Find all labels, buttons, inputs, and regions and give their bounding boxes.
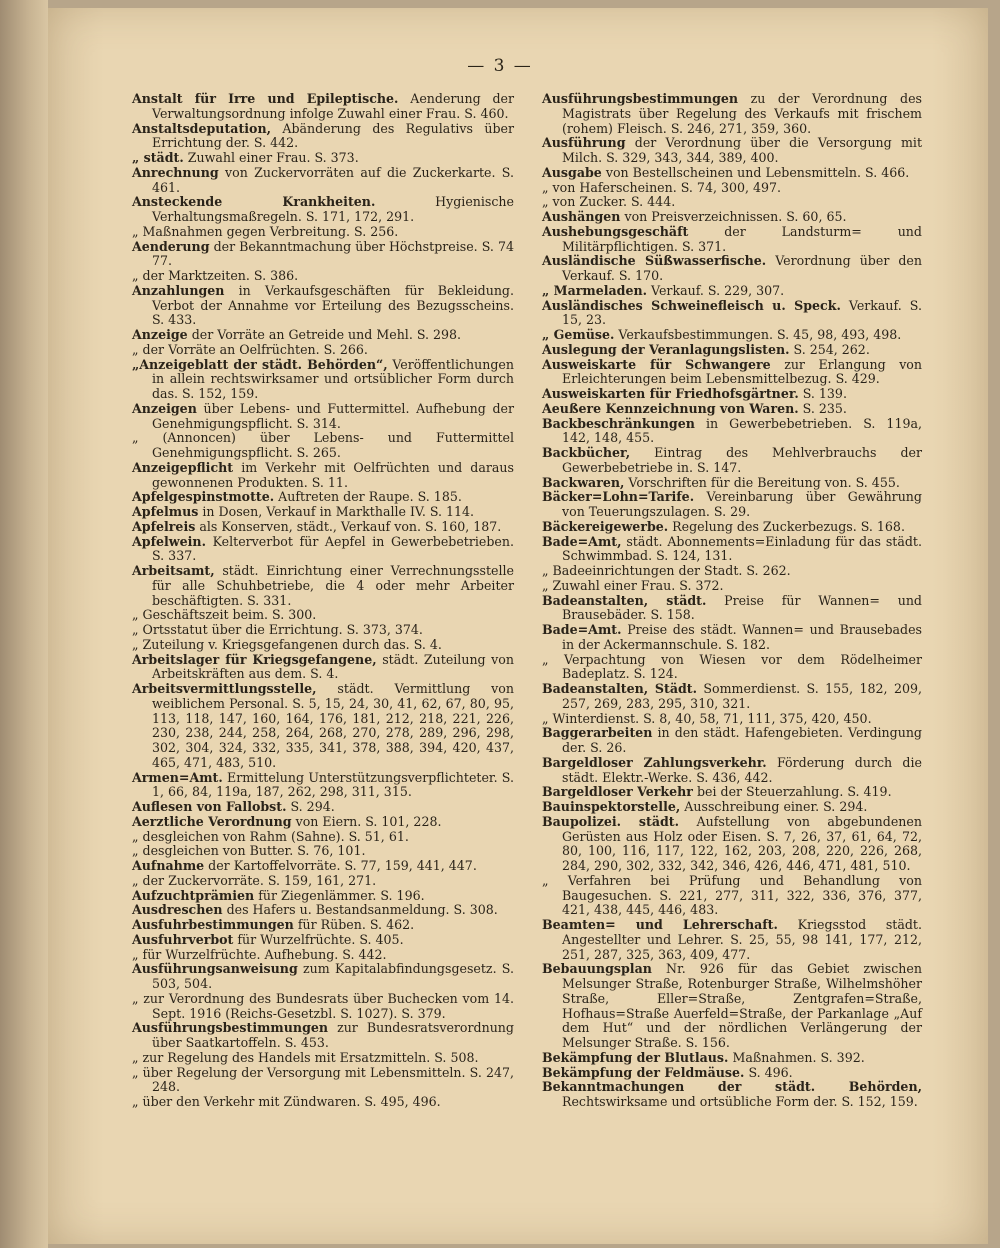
- index-entry: [542, 299, 922, 329]
- index-entry: [542, 92, 922, 136]
- entry-heading: Baupolizei. städt.: [542, 813, 679, 829]
- entry-text: Rechtswirksame und ortsübliche Form der. S. 152, 159.: [562, 1094, 918, 1109]
- entry-text: Preise des städt. Wannen= und Brausebades in der Ackermannschule. S. 182.: [562, 622, 922, 652]
- index-entry: [132, 874, 514, 889]
- entry-heading: Auflesen von Fallobst.: [132, 799, 287, 814]
- entry-text: S. 496.: [748, 1064, 793, 1080]
- entry-text: des Hafers u. Bestandsanmeldung. S. 308.: [226, 902, 498, 918]
- index-entry: [132, 402, 514, 432]
- index-entry: [132, 800, 514, 815]
- index-entry: [132, 815, 514, 830]
- entry-text: Hygienische Verhaltungsmaßregeln. S. 171, 172, 291.: [152, 194, 514, 224]
- entry-text: Verkauf. S. 229, 307.: [651, 282, 785, 298]
- entry-heading: Baggerarbeiten: [542, 725, 653, 741]
- index-entry: [132, 623, 514, 638]
- entry-heading: Apfelwein.: [132, 533, 206, 549]
- entry-heading: Ausführungsbestimmungen: [542, 91, 739, 106]
- entry-text: Veröffentlichungen in allein rechtswirksamer und ortsüblicher Form durch das. S. 152, 159.: [152, 356, 514, 401]
- entry-text: Regelung des Zuckerbezugs. S. 168.: [672, 518, 905, 534]
- entry-heading: Arbeitsamt,: [132, 563, 215, 578]
- index-entry: [132, 682, 514, 771]
- entry-text: Verordnung über den Verkauf. S. 170.: [562, 253, 922, 283]
- entry-heading: „ städt.: [132, 150, 184, 165]
- entry-text: „ Geschäftszeit beim. S. 300.: [132, 607, 317, 623]
- entry-text: der Landsturm= und Militärpflichtigen. S. 371.: [562, 223, 922, 254]
- index-entry: [542, 166, 922, 181]
- entry-text: „ zur Regelung des Handels mit Ersatzmitteln. S. 508.: [132, 1049, 479, 1065]
- index-entry: [542, 756, 922, 786]
- index-entry: [542, 682, 922, 712]
- entry-heading: Anstaltsdeputation,: [132, 120, 271, 136]
- entry-text: im Verkehr mit Oelfrüchten und daraus gewonnenen Produkten. S. 11.: [152, 459, 514, 490]
- entry-text: städt. Vermittlung von weiblichem Personal. S. 5, 15, 24, 30, 41, 62, 67, 80, 95, 113, 118, 147, 160, 164, 176, 181, 212, 218, 221, 226, 230, 238, 244, 258, 264, 268, 270, 278, 289, 296, 298, 302, 304, 324, 332, 335, 341, 378, 388, 394, 420, 437, 465, 471, 483, 510.: [152, 681, 514, 770]
- entry-text: zur Erlangung von Erleichterungen beim Lebensmittelbezug. S. 429.: [562, 356, 922, 387]
- entry-heading: „ Marmeladen.: [542, 282, 648, 298]
- entry-text: „ der Vorräte an Oelfrüchten. S. 266.: [132, 341, 368, 357]
- index-entry: [132, 889, 514, 904]
- entry-heading: Beamten= und Lehrerschaft.: [542, 917, 778, 932]
- entry-heading: Bäcker=Lohn=Tarife.: [542, 489, 695, 505]
- entry-text: „ desgleichen von Rahm (Sahne). S. 51, 61.: [132, 828, 409, 844]
- entry-heading: Aeußere Kennzeichnung von Waren.: [542, 400, 799, 416]
- index-entry: [542, 254, 922, 284]
- index-entry: [132, 830, 514, 845]
- entry-text: „ zur Verordnung des Bundesrats über Buchecken vom 14. Sept. 1916 (Reichs-Gesetzbl. S. 1027). S. 379.: [132, 990, 514, 1021]
- entry-heading: Backbücher,: [542, 445, 631, 460]
- entry-heading: Bebauungsplan: [542, 961, 652, 977]
- index-entry: [542, 785, 922, 800]
- entry-text: „ Verfahren bei Prüfung und Behandlung von Baugesuchen. S. 221, 277, 311, 322, 336, 376, 377, 421, 438, 445, 446, 483.: [542, 872, 922, 918]
- index-entry: [542, 815, 922, 874]
- index-entry: [132, 284, 514, 328]
- entry-heading: Badeanstalten, städt.: [542, 592, 707, 608]
- entry-text: „ der Zuckervorräte. S. 159, 161, 271.: [132, 872, 377, 888]
- entry-text: von Bestellscheinen und Lebensmitteln. S. 466.: [605, 164, 910, 180]
- index-entry: [132, 1066, 514, 1096]
- entry-text: Eintrag des Mehlverbrauchs der Gewerbebetriebe in. S. 147.: [562, 445, 922, 475]
- entry-text: „ über Regelung der Versorgung mit Lebensmitteln. S. 247, 248.: [132, 1064, 514, 1095]
- entry-text: Abänderung des Regulativs über Errichtung der. S. 442.: [152, 120, 514, 151]
- index-entry: [132, 1095, 514, 1110]
- entry-text: Kriegsstod städt. Angestellter und Lehrer. S. 25, 55, 98 141, 177, 212, 251, 287, 325, 363, 409, 477.: [562, 917, 922, 962]
- index-entry: [542, 520, 922, 535]
- index-entry: [542, 874, 922, 918]
- index-entry: [542, 210, 922, 225]
- entry-text: „ Zuwahl einer Frau. S. 372.: [542, 577, 724, 593]
- entry-heading: Armen=Amt.: [132, 769, 223, 785]
- entry-text: Vorschriften für die Bereitung von. S. 455.: [628, 474, 900, 490]
- index-entry: [542, 328, 922, 343]
- entry-text: von Preisverzeichnissen. S. 60, 65.: [624, 209, 847, 224]
- index-entry: [132, 771, 514, 801]
- index-entry: [542, 800, 922, 815]
- entry-text: städt. Einrichtung einer Verrechnungsstelle für alle Schuhbetriebe, die 4 oder mehr Arbeiter beschäftigten. S. 331.: [152, 563, 514, 608]
- entry-heading: Aushebungsgeschäft: [542, 223, 689, 239]
- entry-text: „ der Marktzeiten. S. 386.: [132, 268, 299, 283]
- entry-text: für Ziegenlämmer. S. 196.: [258, 887, 425, 903]
- entry-heading: Bekämpfung der Blutlaus.: [542, 1049, 729, 1065]
- entry-text: Preise für Wannen= und Brausebäder. S. 158.: [562, 592, 922, 623]
- entry-text: S. 139.: [802, 386, 847, 401]
- index-entry: [542, 535, 922, 565]
- index-entry: [542, 387, 922, 402]
- entry-text: S. 235.: [802, 400, 847, 416]
- index-entry: [132, 903, 514, 918]
- entry-text: Aufstellung von abgebundenen Gerüsten aus Holz oder Eisen. S. 7, 26, 37, 61, 64, 72, 80, 100, 116, 117, 122, 162, 203, 208, 220, 226, 268, 284, 290, 302, 332, 342, 346, 426, 446, 471, 481, 510.: [562, 813, 922, 873]
- index-entry: [542, 712, 922, 727]
- index-entry: [542, 136, 922, 166]
- entry-text: Sommerdienst. S. 155, 182, 209, 257, 269, 283, 295, 310, 321.: [562, 681, 922, 711]
- entry-heading: Bekanntmachungen der städt. Behörden,: [542, 1079, 922, 1095]
- index-entry: [132, 962, 514, 992]
- entry-text: in den städt. Hafengebieten. Verdingung der. S. 26.: [562, 725, 922, 755]
- entry-text: Nr. 926 für das Gebiet zwischen Melsunger Straße, Rotenburger Straße, Wilhelmshöher Straße, Eller=Straße, Zentgrafen=Straße, Hofhaus=Straße Auerfeld=Straße, der Parkanlage „Auf dem Hut“ und der nördlichen Verlängerung der Melsunger Straße. S. 156.: [562, 961, 922, 1050]
- entry-heading: Ausländisches Schweinefleisch u. Speck.: [542, 297, 841, 313]
- entry-heading: Bargeldloser Verkehr: [542, 784, 693, 800]
- entry-heading: Anzeigen: [132, 400, 197, 416]
- entry-heading: Ausländische Süßwasserfische.: [542, 253, 767, 269]
- entry-heading: Anzeige: [132, 327, 188, 342]
- entry-heading: Apfelmus: [132, 504, 199, 519]
- index-entry: [132, 992, 514, 1022]
- index-entry: [542, 490, 922, 520]
- entry-heading: Aushängen: [542, 209, 621, 224]
- index-entry: [542, 594, 922, 624]
- index-entry: [132, 225, 514, 240]
- index-entry: [132, 490, 514, 505]
- index-entry: [542, 1080, 922, 1110]
- entry-heading: Aufzuchtprämien: [132, 887, 255, 903]
- index-entry: [542, 343, 922, 358]
- index-entry: [132, 122, 514, 152]
- entry-heading: Ausführung: [542, 135, 626, 151]
- index-entry: [132, 608, 514, 623]
- entry-text: „ über den Verkehr mit Zündwaren. S. 495, 496.: [132, 1094, 441, 1109]
- entry-heading: Bäckereigewerbe.: [542, 518, 669, 534]
- index-entry: [132, 431, 514, 461]
- entry-text: Zuwahl einer Frau. S. 373.: [187, 150, 359, 165]
- index-entry: [542, 564, 922, 579]
- index-entry: [132, 1051, 514, 1066]
- index-entry: [132, 461, 514, 491]
- entry-heading: Backwaren,: [542, 474, 625, 490]
- index-entry: [542, 284, 922, 299]
- entry-text: S. 254, 262.: [793, 341, 870, 357]
- entry-heading: Apfelreis: [132, 518, 196, 534]
- index-entry: [132, 918, 514, 933]
- index-entry: [542, 358, 922, 388]
- entry-heading: Ausgabe: [542, 164, 602, 180]
- index-entry: [132, 948, 514, 963]
- entry-heading: Bargeldloser Zahlungsverkehr.: [542, 754, 767, 770]
- entry-heading: Ansteckende Krankheiten.: [132, 194, 376, 210]
- index-entry: [542, 653, 922, 683]
- index-entry: [132, 1021, 514, 1051]
- index-entry: [542, 181, 922, 196]
- entry-heading: Anzahlungen: [132, 282, 225, 298]
- entry-heading: Ausweiskarten für Friedhofsgärtner.: [542, 386, 799, 401]
- index-entry: [542, 402, 922, 417]
- entry-text: „ von Zucker. S. 444.: [542, 194, 676, 210]
- entry-heading: Aufnahme: [132, 858, 205, 873]
- entry-heading: Anrechnung: [132, 164, 219, 180]
- entry-heading: Apfelgespinstmotte.: [132, 489, 275, 505]
- index-entry: [132, 653, 514, 683]
- entry-text: der Kartoffelvorräte. S. 77, 159, 441, 447.: [208, 858, 477, 873]
- entry-text: als Konserven, städt., Verkauf von. S. 160, 187.: [199, 518, 502, 534]
- entry-text: zur Bundesratsverordnung über Saatkartoffeln. S. 453.: [152, 1020, 514, 1050]
- index-entry: [132, 859, 514, 874]
- entry-text: „ Verpachtung von Wiesen vor dem Rödelheimer Badeplatz. S. 124.: [542, 651, 922, 682]
- entry-heading: Ausfuhrverbot: [132, 931, 234, 947]
- entry-text: „ Zuteilung v. Kriegsgefangenen durch das. S. 4.: [132, 636, 442, 652]
- index-entry: [542, 225, 922, 255]
- entry-heading: Arbeitslager für Kriegsgefangene,: [132, 651, 377, 667]
- index-entry: [542, 195, 922, 210]
- index-entry: [132, 638, 514, 653]
- entry-heading: „ Gemüse.: [542, 327, 615, 342]
- index-entry: [542, 446, 922, 476]
- entry-text: „ Winterdienst. S. 8, 40, 58, 71, 111, 375, 420, 450.: [542, 710, 872, 726]
- entry-heading: Arbeitsvermittlungsstelle,: [132, 681, 317, 696]
- index-entry: [132, 933, 514, 948]
- index-entry: [132, 151, 514, 166]
- index-entry: [132, 269, 514, 284]
- entry-text: „ für Wurzelfrüchte. Aufhebung. S. 442.: [132, 946, 387, 962]
- index-entry: [542, 726, 922, 756]
- entry-text: Auftreten der Raupe. S. 185.: [278, 489, 462, 505]
- entry-text: in Verkaufsgeschäften für Bekleidung. Verbot der Annahme vor Erteilung des Bezugsscheins. S. 433.: [152, 282, 514, 328]
- entry-text: Verkauf. S. 15, 23.: [562, 297, 922, 328]
- index-column-left: [132, 92, 514, 1110]
- entry-text: „ Ortsstatut über die Errichtung. S. 373, 374.: [132, 622, 423, 637]
- entry-text: für Rüben. S. 462.: [297, 917, 415, 932]
- entry-heading: Anzeigepflicht: [132, 459, 234, 475]
- index-entry: [132, 328, 514, 343]
- index-entry: [132, 520, 514, 535]
- index-entry: [132, 195, 514, 225]
- entry-heading: Anstalt für Irre und Epileptische.: [132, 91, 399, 106]
- entry-heading: Bekämpfung der Feldmäuse.: [542, 1064, 745, 1080]
- index-column-right: [542, 92, 922, 1110]
- entry-text: „ (Annoncen) über Lebens- und Futtermittel Genehmigungspflicht. S. 265.: [132, 430, 514, 460]
- entry-text: in Dosen, Verkauf in Markthalle IV. S. 114.: [202, 504, 475, 519]
- entry-heading: Ausführungsbestimmungen: [132, 1020, 329, 1036]
- entry-text: der Verordnung über die Versorgung mit Milch. S. 329, 343, 344, 389, 400.: [562, 135, 922, 165]
- index-entry: [132, 240, 514, 270]
- entry-heading: Auslegung der Veranlagungslisten.: [542, 341, 790, 357]
- book-spine: [0, 0, 48, 1248]
- entry-text: der Bekanntmachung über Höchstpreise. S. 74 77.: [152, 238, 514, 269]
- entry-text: der Vorräte an Getreide und Mehl. S. 298.: [191, 327, 462, 342]
- entry-text: städt. Abonnements=Einladung für das städt. Schwimmbad. S. 124, 131.: [562, 533, 922, 564]
- index-entry: [542, 476, 922, 491]
- entry-heading: Bauinspektorstelle,: [542, 799, 681, 814]
- entry-text: „ Badeeinrichtungen der Stadt. S. 262.: [542, 563, 791, 578]
- entry-text: von Zuckervorräten auf die Zuckerkarte. S. 461.: [152, 164, 514, 195]
- entry-text: zu der Verordnung des Magistrats über Regelung des Verkaufs mit frischem (rohem) Fleisch. S. 246, 271, 359, 360.: [562, 91, 922, 136]
- index-entry: [132, 564, 514, 608]
- entry-text: bei der Steuerzahlung. S. 419.: [696, 784, 892, 800]
- index-entry: [542, 417, 922, 447]
- entry-text: zum Kapitalabfindungsgesetz. S. 503, 504.: [152, 961, 514, 991]
- index-entry: [542, 579, 922, 594]
- entry-heading: Backbeschränkungen: [542, 415, 695, 431]
- index-entry: [132, 358, 514, 402]
- entry-text: Verkaufsbestimmungen. S. 45, 98, 493, 498.: [618, 327, 902, 342]
- entry-text: „ von Haferscheinen. S. 74, 300, 497.: [542, 179, 782, 195]
- entry-text: in Gewerbebetrieben. S. 119a, 142, 148, 455.: [562, 415, 922, 446]
- entry-text: für Wurzelfrüchte. S. 405.: [237, 931, 404, 947]
- entry-heading: Ausweiskarte für Schwangere: [542, 356, 771, 372]
- entry-heading: Ausfuhrbestimmungen: [132, 917, 294, 932]
- entry-text: Ausschreibung einer. S. 294.: [684, 799, 868, 814]
- page-number: — 3 —: [467, 56, 533, 76]
- entry-heading: Badeanstalten, Städt.: [542, 681, 698, 696]
- entry-text: über Lebens- und Futtermittel. Aufhebung der Genehmigungspflicht. S. 314.: [152, 400, 514, 431]
- index-entry: [132, 844, 514, 859]
- entry-text: Ermittelung Unterstützungsverpflichteter. S. 1, 66, 84, 119a, 187, 262, 298, 311, 315.: [152, 769, 514, 800]
- index-entry: [542, 1051, 922, 1066]
- entry-text: S. 294.: [290, 799, 335, 814]
- entry-heading: Bade=Amt,: [542, 533, 622, 549]
- index-entry: [132, 166, 514, 196]
- entry-text: Aenderung der Verwaltungsordnung infolge Zuwahl einer Frau. S. 460.: [152, 91, 515, 121]
- entry-text: Förderung durch die städt. Elektr.-Werke. S. 436, 442.: [562, 754, 922, 785]
- index-entry: [542, 918, 922, 962]
- entry-heading: Aerztliche Verordnung: [132, 813, 292, 829]
- entry-heading: „Anzeigeblatt der städt. Behörden“,: [132, 356, 388, 372]
- entry-heading: Bade=Amt.: [542, 622, 622, 637]
- index-entry: [542, 623, 922, 653]
- entry-text: „ Maßnahmen gegen Verbreitung. S. 256.: [132, 223, 399, 239]
- index-entry: [542, 962, 922, 1051]
- entry-heading: Ausdreschen: [132, 902, 223, 918]
- entry-text: städt. Zuteilung von Arbeitskräften aus dem. S. 4.: [152, 651, 514, 682]
- entry-text: Vereinbarung über Gewährung von Teuerungszulagen. S. 29.: [562, 489, 922, 519]
- entry-text: Maßnahmen. S. 392.: [732, 1049, 865, 1065]
- entry-heading: Aenderung: [132, 238, 210, 254]
- entry-text: von Eiern. S. 101, 228.: [295, 813, 442, 829]
- index-entry: [542, 1066, 922, 1081]
- index-entry: [132, 343, 514, 358]
- entry-text: „ desgleichen von Butter. S. 76, 101.: [132, 843, 366, 859]
- entry-text: Kelterverbot für Aepfel in Gewerbebetrieben. S. 337.: [152, 533, 514, 564]
- index-entry: [132, 505, 514, 520]
- index-entry: [132, 535, 514, 565]
- entry-heading: Ausführungsanweisung: [132, 961, 298, 977]
- index-entry: [132, 92, 514, 122]
